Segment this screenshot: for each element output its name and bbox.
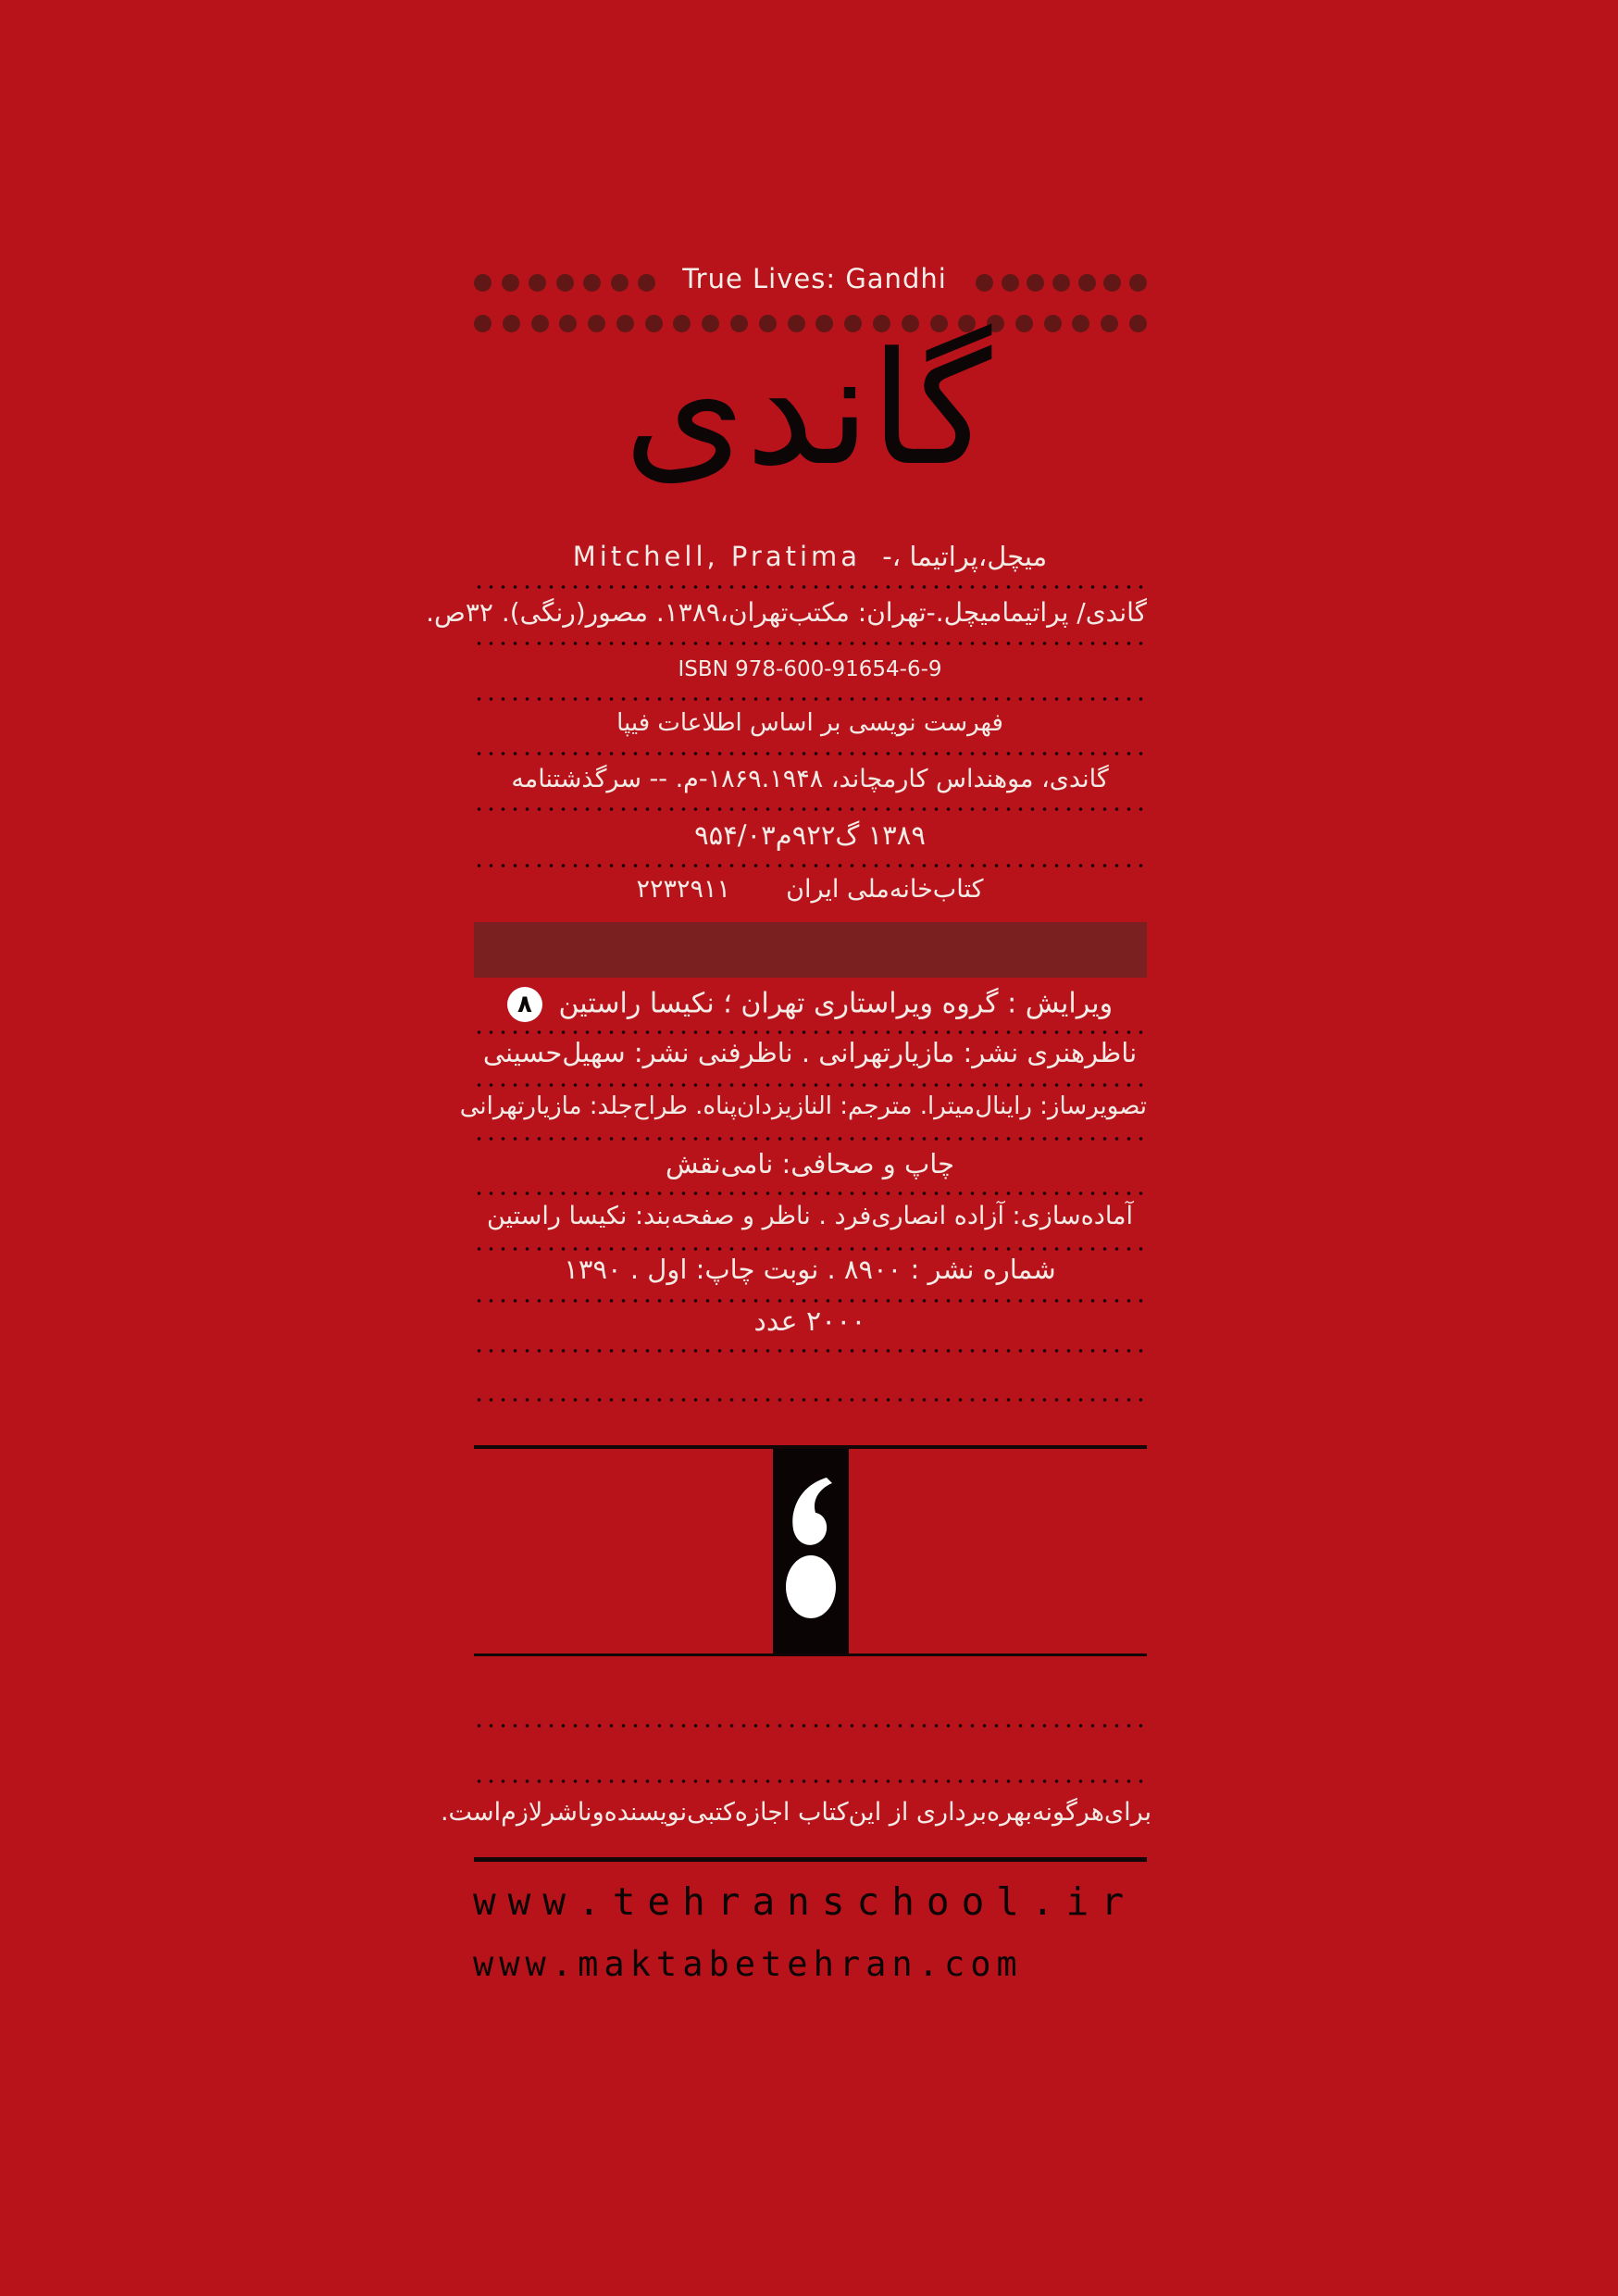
author-latin: Mitchell, Pratima	[572, 541, 862, 572]
catalog-entry: گاندی/ پراتیمامیچل.-تهران: مکتب‌تهران،۱۳۸۹. مصور(رنگی). ۳۲ص.	[426, 597, 1147, 628]
divider	[473, 697, 1147, 701]
divider	[473, 642, 1147, 645]
website-link[interactable]: www.maktabetehran.com	[473, 1944, 1023, 1984]
copyright-notice: برای‌هرگونه‌بهره‌برداری‌ از این‌کتاب اجازه‌کتبی‌نویسنده‌وناشرلازم‌است.	[440, 1798, 1151, 1827]
divider	[473, 1299, 1147, 1303]
rule	[474, 1653, 1147, 1656]
divider	[473, 1398, 1147, 1402]
series-title: True Lives: Gandhi	[682, 263, 947, 294]
top-dots-left	[474, 274, 655, 292]
divider	[473, 1030, 1147, 1034]
divider	[473, 585, 1147, 589]
author-persian: میچل،پراتیما ،-	[882, 541, 1048, 572]
color-band	[474, 922, 1147, 978]
divider	[473, 1779, 1147, 1783]
divider	[473, 1083, 1147, 1087]
illustration-credit: تصویرساز: راینال‌میترا. مترجم: النازیزدان‌پناه. طراح‌جلد: مازیارتهرانی	[459, 1092, 1147, 1120]
print-credit: چاپ و صحافی: نامی‌نقش	[665, 1148, 955, 1179]
logo-mark-icon	[773, 1472, 849, 1629]
divider	[473, 1192, 1147, 1195]
author-line	[473, 541, 1147, 572]
divider	[473, 807, 1147, 811]
book-title: گاندی	[623, 318, 992, 500]
divider	[473, 752, 1147, 755]
website-link[interactable]: www.tehranschool.ir	[473, 1879, 1136, 1924]
rule	[474, 1857, 1147, 1862]
classification: ۱۳۸۹ گ۹۲۲م۹۵۴/۰۳	[694, 819, 926, 851]
top-dots-right	[976, 274, 1147, 292]
subject-entry: گاندی، موهنداس کارمچاند، ۱۸۶۹.۱۹۴۸-م. -- سرگذشتنامه	[511, 765, 1109, 793]
fipa-note: فهرست نویسی بر اساس اطلاعات فیپا	[616, 709, 1003, 737]
divider	[473, 1349, 1147, 1353]
editor-credit: ویرایش : گروه ویراستاری تهران ؛ نکیسا راستین ۸	[473, 987, 1147, 1022]
divider	[473, 864, 1147, 867]
print-count: ۲۰۰۰ عدد	[753, 1305, 866, 1338]
art-credit: ناظرهنری نشر: مازیارتهرانی . ناظرفنی نشر: سهیل‌حسینی	[482, 1037, 1138, 1068]
edit-badge-icon: ۸	[507, 987, 542, 1022]
divider	[473, 1137, 1147, 1141]
divider	[473, 1247, 1147, 1251]
national-library: کتاب‌خانه‌ملی ایران ۲۲۳۲۹۱۱	[636, 875, 984, 904]
publication-number: شماره نشر : ۸۹۰۰ . نوبت چاپ: اول . ۱۳۹۰	[564, 1254, 1056, 1285]
prep-credit: آماده‌سازی: آزاده انصاری‌فرد . ناظر و صفحه‌بند: نکیسا راستین	[486, 1202, 1134, 1230]
divider	[473, 1724, 1147, 1728]
isbn: ISBN 978-600-91654-6-9	[678, 657, 942, 681]
